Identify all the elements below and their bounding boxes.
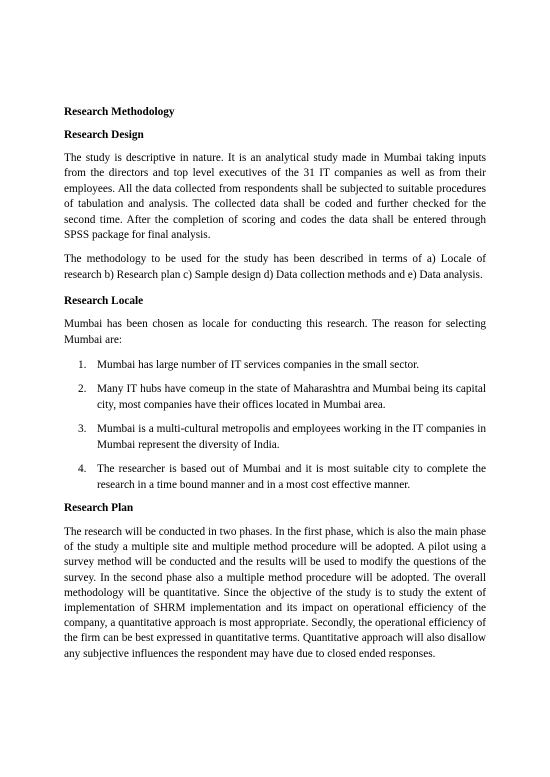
document-page	[64, 105, 486, 662]
locale-reasons-list	[64, 358, 486, 493]
research-plan-heading: Research Plan	[64, 501, 134, 514]
research-locale-intro: Mumbai has been chosen as locale for conducting this research. The reason for selecting Mumbai are:	[64, 318, 486, 346]
research-design-heading: Research Design	[64, 129, 144, 141]
list-item-number: 1.	[78, 359, 87, 372]
list-item	[64, 422, 486, 453]
research-design-paragraph-1: The study is descriptive in nature. It is an analytical study made in Mumbai taking inputs from the directors and top level executives of the 31 IT companies as well as from their employees. All the data collected from respondents shall be subjected to suitable procedures of tabulation and analysis. The collected data shall be coded and further checked for the second time. After the completion of scoring and codes the data shall be entered through SPSS package for final analysis.	[64, 152, 486, 242]
list-item	[64, 382, 486, 413]
research-plan-paragraph: The research will be conducted in two phases. In the first phase, which is also the main phase of the study a multiple site and multiple method procedure will be adopted. A pilot using a survey method will be conducted and the results will be used to modify the questions of the survey. In the second phase also a multiple method procedure will be adopted. The overall methodology will be quantitative. Since the objective of the study is to study the extent of implementation of SHRM implementation and its impact on operational efficiency of the company, a quantitative approach is most appropriate. Secondly, the operational efficiency of the firm can be best expressed in quantitative terms. Quantitative approach will also disallow any subjective influences the respondent may have due to closed ended responses.	[64, 525, 486, 660]
list-item-text: Many IT hubs have comeup in the state of Maharashtra and Mumbai being its capital city, most companies have their offices located in Mumbai area.	[97, 383, 486, 411]
list-item-number: 2.	[78, 383, 87, 396]
document-title: Research Methodology	[64, 106, 175, 118]
research-locale-heading: Research Locale	[64, 295, 144, 308]
list-item	[64, 358, 486, 373]
research-design-paragraph-2: The methodology to be used for the study has been described in terms of a) Locale of research b) Research plan c) Sample design d) Data collection methods and e) Data analysis.	[64, 253, 486, 281]
list-item	[64, 462, 486, 493]
list-item-number: 3.	[78, 423, 87, 436]
list-item-text: The researcher is based out of Mumbai and it is most suitable city to complete the research in a time bound manner and in a most cost effective manner.	[97, 463, 486, 491]
list-item-text: Mumbai has large number of IT services companies in the small sector.	[97, 359, 420, 372]
list-item-text: Mumbai is a multi-cultural metropolis and employees working in the IT companies in Mumbai represent the diversity of India.	[97, 423, 486, 451]
list-item-number: 4.	[78, 463, 87, 476]
